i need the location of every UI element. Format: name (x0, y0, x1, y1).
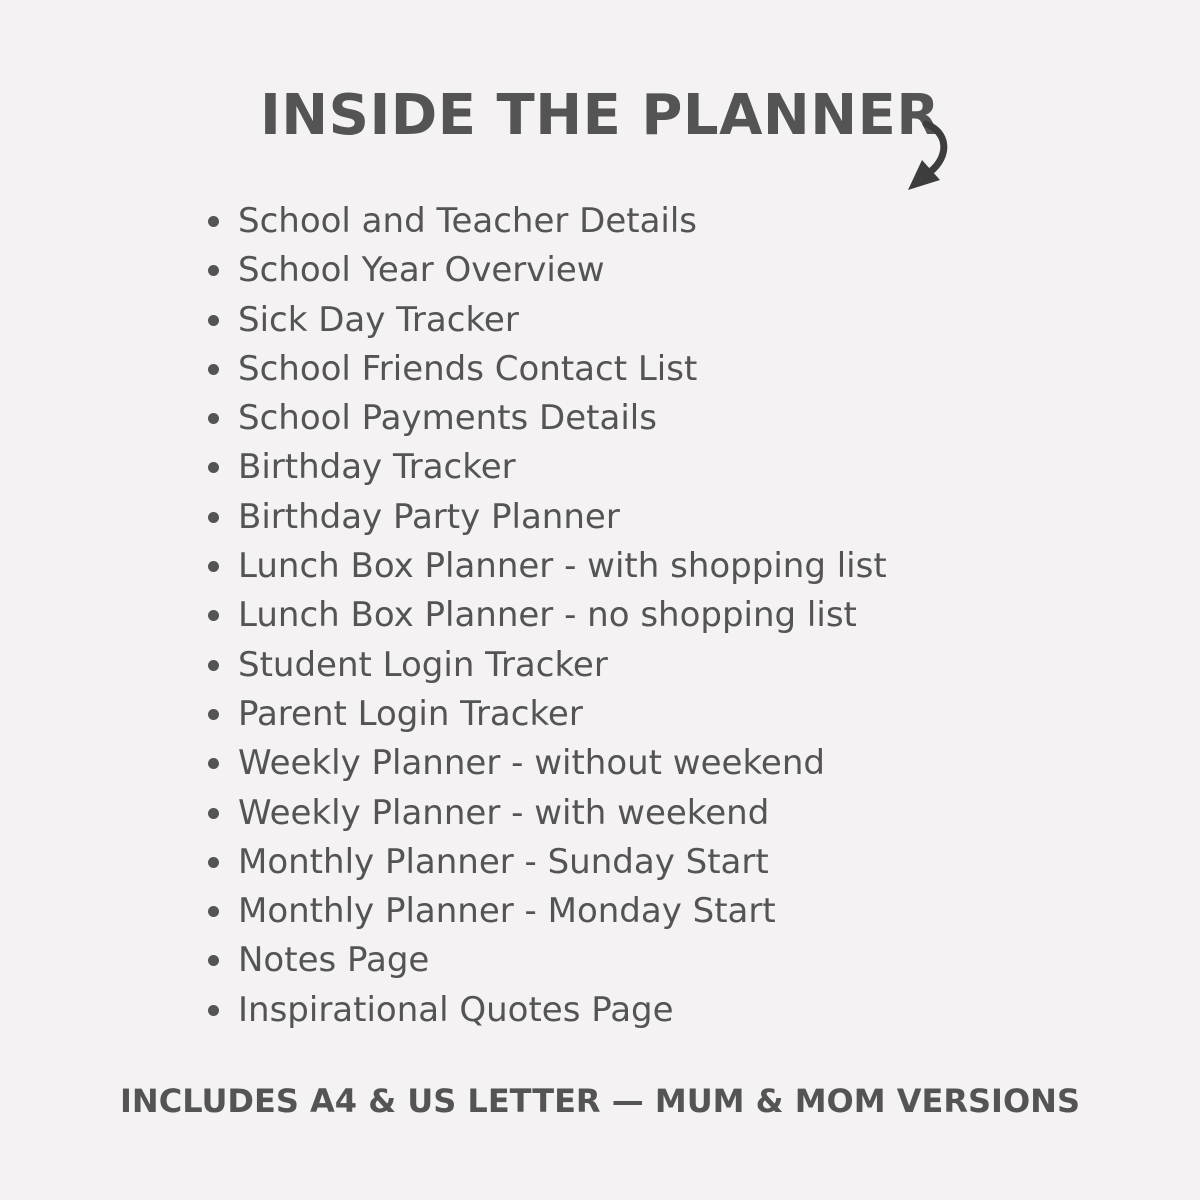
list-item (200, 345, 887, 394)
list-item-label: School and Teacher Details (238, 201, 698, 241)
list-item (200, 739, 887, 788)
list-item-label: Student Login Tracker (238, 644, 608, 685)
bullet-icon (208, 462, 219, 473)
bullet-icon (208, 561, 219, 572)
bullet-icon (208, 315, 219, 326)
list-item (200, 591, 887, 640)
list-item-label: Weekly Planner - with weekend (238, 792, 770, 833)
list-item-label: Weekly Planner - without weekend (238, 743, 825, 784)
list-item-label: Lunch Box Planner - no shopping list (238, 595, 857, 636)
page-title: INSIDE THE PLANNER (259, 83, 941, 148)
list-item (200, 443, 887, 492)
bullet-icon (208, 808, 219, 819)
bullet-icon (208, 857, 219, 868)
list-item (200, 246, 887, 295)
footer-note: INCLUDES A4 & US LETTER — MUM & MOM VERSIONS (120, 1082, 1080, 1120)
curved-arrow-down-left-icon (900, 118, 960, 198)
bullet-icon (208, 1005, 219, 1016)
bullet-icon (208, 758, 219, 769)
list-item (200, 197, 887, 246)
list-item (200, 296, 887, 345)
list-item-label: Monthly Planner - Sunday Start (238, 841, 769, 882)
list-item (200, 887, 887, 936)
list-item-label: Lunch Box Planner - with shopping list (238, 546, 887, 587)
list-item-label: Notes Page (238, 940, 430, 981)
list-item-label: Birthday Party Planner (238, 496, 620, 537)
list-item (200, 641, 887, 690)
bullet-icon (208, 265, 219, 276)
list-item (200, 838, 887, 887)
list-item-label: Inspirational Quotes Page (238, 989, 674, 1030)
bullet-icon (208, 906, 219, 917)
list-item (200, 789, 887, 838)
bullet-icon (208, 413, 219, 424)
list-item (200, 493, 887, 542)
list-item-label: Birthday Tracker (238, 447, 516, 488)
list-item (200, 394, 887, 443)
list-item-label: Monthly Planner - Monday Start (238, 891, 776, 932)
list-item-label: Parent Login Tracker (238, 693, 583, 734)
list-item (200, 690, 887, 739)
bullet-icon (208, 610, 219, 621)
list-item-label: Sick Day Tracker (238, 299, 519, 340)
bullet-icon (208, 660, 219, 671)
bullet-icon (208, 709, 219, 720)
list-item-label: School Friends Contact List (238, 348, 698, 389)
bullet-icon (208, 364, 219, 375)
bullet-icon (208, 955, 219, 966)
list-item (200, 936, 887, 985)
bullet-icon (208, 216, 219, 227)
feature-list (200, 197, 887, 1035)
bullet-icon (208, 512, 219, 523)
list-item-label: School Year Overview (238, 250, 605, 291)
list-item (200, 986, 887, 1035)
list-item-label: School Payments Details (238, 398, 657, 439)
list-item (200, 542, 887, 591)
